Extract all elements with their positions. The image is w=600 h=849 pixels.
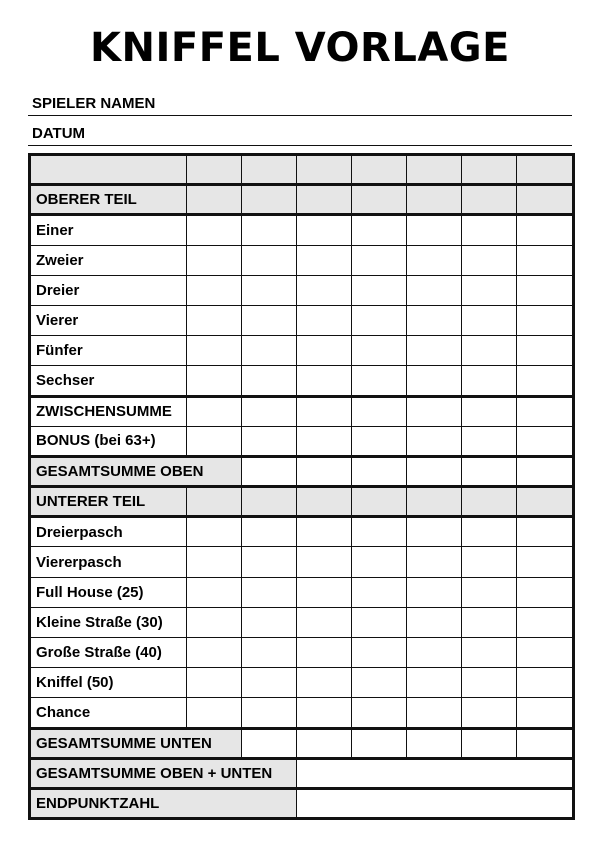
table-row (30, 185, 574, 215)
score-cell[interactable] (407, 577, 462, 607)
table-row (30, 426, 574, 456)
score-cell[interactable] (297, 275, 352, 305)
score-cell[interactable] (352, 336, 407, 366)
score-cell[interactable] (352, 275, 407, 305)
table-row (30, 366, 574, 396)
player-name-cell[interactable] (187, 155, 242, 185)
score-cell[interactable] (297, 698, 352, 728)
score-cell[interactable] (297, 547, 352, 577)
score-cell[interactable] (242, 426, 297, 456)
score-cell[interactable] (187, 426, 242, 456)
score-cell[interactable] (462, 668, 517, 698)
score-cell[interactable] (297, 487, 352, 517)
score-cell[interactable] (517, 607, 574, 637)
score-cell[interactable] (297, 517, 352, 547)
score-cell[interactable] (407, 547, 462, 577)
score-cell[interactable] (187, 577, 242, 607)
score-cell[interactable] (517, 638, 574, 668)
score-cell[interactable] (407, 305, 462, 335)
score-cell[interactable] (407, 668, 462, 698)
score-cell[interactable] (407, 517, 462, 547)
table-row (30, 275, 574, 305)
table-row (30, 728, 574, 758)
score-cell[interactable] (462, 275, 517, 305)
date-label: DATUM (32, 125, 86, 142)
score-cell[interactable] (242, 305, 297, 335)
table-row (30, 698, 574, 728)
score-cell[interactable] (517, 456, 574, 486)
page-title: KNIFFEL VORLAGE (90, 25, 510, 71)
score-cell[interactable] (187, 185, 242, 215)
score-cell[interactable] (462, 245, 517, 275)
score-cell[interactable] (517, 245, 574, 275)
row-label: Viererpasch (30, 547, 187, 577)
score-cell[interactable] (297, 728, 352, 758)
row-label: Einer (30, 215, 187, 245)
score-cell[interactable] (407, 487, 462, 517)
score-cell[interactable] (352, 638, 407, 668)
table-row (30, 336, 574, 366)
score-cell[interactable] (517, 396, 574, 426)
score-cell[interactable] (462, 547, 517, 577)
score-cell[interactable] (242, 185, 297, 215)
row-label: Vierer (30, 305, 187, 335)
score-cell[interactable] (187, 638, 242, 668)
score-cell[interactable] (407, 698, 462, 728)
score-cell[interactable] (462, 487, 517, 517)
score-cell[interactable] (517, 275, 574, 305)
player-name-cell[interactable] (297, 155, 352, 185)
score-cell[interactable] (187, 336, 242, 366)
row-label: ZWISCHENSUMME (30, 396, 187, 426)
score-cell[interactable] (352, 456, 407, 486)
score-cell[interactable] (297, 577, 352, 607)
player-names-field[interactable] (28, 86, 572, 116)
score-cell[interactable] (297, 668, 352, 698)
row-label: Zweier (30, 245, 187, 275)
score-cell[interactable] (407, 185, 462, 215)
player-names-label: SPIELER NAMEN (32, 95, 156, 112)
score-cell[interactable] (242, 336, 297, 366)
row-label: Kleine Straße (30) (30, 607, 187, 637)
score-cell[interactable] (462, 396, 517, 426)
score-cell[interactable] (242, 215, 297, 245)
player-name-cell[interactable] (462, 155, 517, 185)
row-label: Große Straße (40) (30, 638, 187, 668)
score-cell[interactable] (297, 426, 352, 456)
score-cell[interactable] (297, 396, 352, 426)
final-score-cell[interactable] (297, 758, 574, 788)
row-label: OBERER TEIL (30, 185, 187, 215)
player-name-cell[interactable] (517, 155, 574, 185)
score-cell[interactable] (517, 698, 574, 728)
score-cell[interactable] (352, 668, 407, 698)
score-cell[interactable] (352, 577, 407, 607)
score-cell[interactable] (187, 547, 242, 577)
table-row (30, 577, 574, 607)
score-cell[interactable] (462, 336, 517, 366)
score-cell[interactable] (462, 456, 517, 486)
table-row (30, 547, 574, 577)
score-cell[interactable] (517, 336, 574, 366)
score-cell[interactable] (242, 456, 297, 486)
score-cell[interactable] (242, 275, 297, 305)
score-cell[interactable] (407, 426, 462, 456)
score-cell[interactable] (187, 668, 242, 698)
score-cell[interactable] (297, 185, 352, 215)
table-row (30, 155, 574, 185)
score-cell[interactable] (297, 336, 352, 366)
score-cell[interactable] (517, 547, 574, 577)
score-cell[interactable] (462, 698, 517, 728)
score-cell[interactable] (517, 426, 574, 456)
score-cell[interactable] (187, 305, 242, 335)
score-cell[interactable] (187, 215, 242, 245)
score-cell[interactable] (407, 396, 462, 426)
score-cell[interactable] (242, 668, 297, 698)
score-cell[interactable] (352, 396, 407, 426)
table-row (30, 245, 574, 275)
score-cell[interactable] (187, 607, 242, 637)
score-cell[interactable] (462, 215, 517, 245)
score-cell[interactable] (517, 487, 574, 517)
table-row (30, 305, 574, 335)
row-label: GESAMTSUMME OBEN + UNTEN (30, 758, 297, 788)
score-cell[interactable] (352, 698, 407, 728)
score-cell[interactable] (242, 607, 297, 637)
score-cell[interactable] (242, 366, 297, 396)
score-cell[interactable] (187, 517, 242, 547)
score-cell[interactable] (407, 215, 462, 245)
score-cell[interactable] (242, 487, 297, 517)
score-cell[interactable] (462, 638, 517, 668)
score-cell[interactable] (517, 215, 574, 245)
row-label: Dreierpasch (30, 517, 187, 547)
score-cell[interactable] (297, 366, 352, 396)
score-cell[interactable] (407, 275, 462, 305)
table-row (30, 758, 574, 788)
table-row (30, 668, 574, 698)
row-label: Kniffel (50) (30, 668, 187, 698)
score-cell[interactable] (297, 607, 352, 637)
score-cell[interactable] (352, 547, 407, 577)
score-cell[interactable] (352, 517, 407, 547)
score-cell[interactable] (462, 305, 517, 335)
score-cell[interactable] (517, 305, 574, 335)
score-cell[interactable] (297, 245, 352, 275)
row-label: Sechser (30, 366, 187, 396)
score-cell[interactable] (297, 456, 352, 486)
score-cell[interactable] (517, 668, 574, 698)
score-cell[interactable] (242, 577, 297, 607)
score-cell[interactable] (407, 728, 462, 758)
score-cell[interactable] (242, 547, 297, 577)
score-cell[interactable] (352, 305, 407, 335)
score-cell[interactable] (462, 426, 517, 456)
score-cell[interactable] (242, 245, 297, 275)
row-label: ENDPUNKTZAHL (30, 788, 297, 818)
score-cell[interactable] (187, 487, 242, 517)
score-cell[interactable] (297, 305, 352, 335)
row-label: GESAMTSUMME UNTEN (30, 728, 242, 758)
table-row (30, 456, 574, 486)
row-label: Fünfer (30, 336, 187, 366)
score-cell[interactable] (462, 577, 517, 607)
score-cell[interactable] (187, 396, 242, 426)
player-name-cell[interactable] (242, 155, 297, 185)
score-cell[interactable] (187, 245, 242, 275)
score-cell[interactable] (187, 275, 242, 305)
row-label: BONUS (bei 63+) (30, 426, 187, 456)
final-score-cell[interactable] (297, 788, 574, 818)
score-cell[interactable] (407, 638, 462, 668)
score-cell[interactable] (187, 366, 242, 396)
score-cell[interactable] (517, 517, 574, 547)
score-cell[interactable] (407, 456, 462, 486)
date-field[interactable] (28, 116, 572, 146)
table-row (30, 396, 574, 426)
table-row (30, 487, 574, 517)
row-label: Chance (30, 698, 187, 728)
score-cell[interactable] (187, 698, 242, 728)
score-cell[interactable] (462, 185, 517, 215)
score-cell[interactable] (462, 728, 517, 758)
score-cell[interactable] (297, 638, 352, 668)
score-cell[interactable] (407, 245, 462, 275)
score-cell[interactable] (352, 426, 407, 456)
table-row (30, 517, 574, 547)
table-row (30, 638, 574, 668)
row-label (30, 155, 187, 185)
row-label: Dreier (30, 275, 187, 305)
score-cell[interactable] (242, 517, 297, 547)
score-cell[interactable] (297, 215, 352, 245)
score-cell[interactable] (352, 728, 407, 758)
score-cell[interactable] (352, 366, 407, 396)
score-cell[interactable] (352, 245, 407, 275)
score-cell[interactable] (517, 577, 574, 607)
score-cell[interactable] (242, 638, 297, 668)
player-name-cell[interactable] (352, 155, 407, 185)
score-cell[interactable] (462, 366, 517, 396)
table-row (30, 215, 574, 245)
score-cell[interactable] (242, 698, 297, 728)
score-cell[interactable] (407, 366, 462, 396)
score-cell[interactable] (352, 607, 407, 637)
score-cell[interactable] (517, 728, 574, 758)
table-row (30, 607, 574, 637)
player-name-cell[interactable] (407, 155, 462, 185)
score-cell[interactable] (462, 607, 517, 637)
row-label: UNTERER TEIL (30, 487, 187, 517)
score-cell[interactable] (407, 336, 462, 366)
score-cell[interactable] (352, 487, 407, 517)
score-cell[interactable] (352, 215, 407, 245)
score-cell[interactable] (242, 728, 297, 758)
score-cell[interactable] (352, 185, 407, 215)
score-table (28, 153, 575, 820)
score-cell[interactable] (242, 396, 297, 426)
score-cell[interactable] (517, 185, 574, 215)
score-cell[interactable] (517, 366, 574, 396)
score-cell[interactable] (462, 517, 517, 547)
table-row (30, 788, 574, 818)
row-label: Full House (25) (30, 577, 187, 607)
score-cell[interactable] (407, 607, 462, 637)
row-label: GESAMTSUMME OBEN (30, 456, 242, 486)
